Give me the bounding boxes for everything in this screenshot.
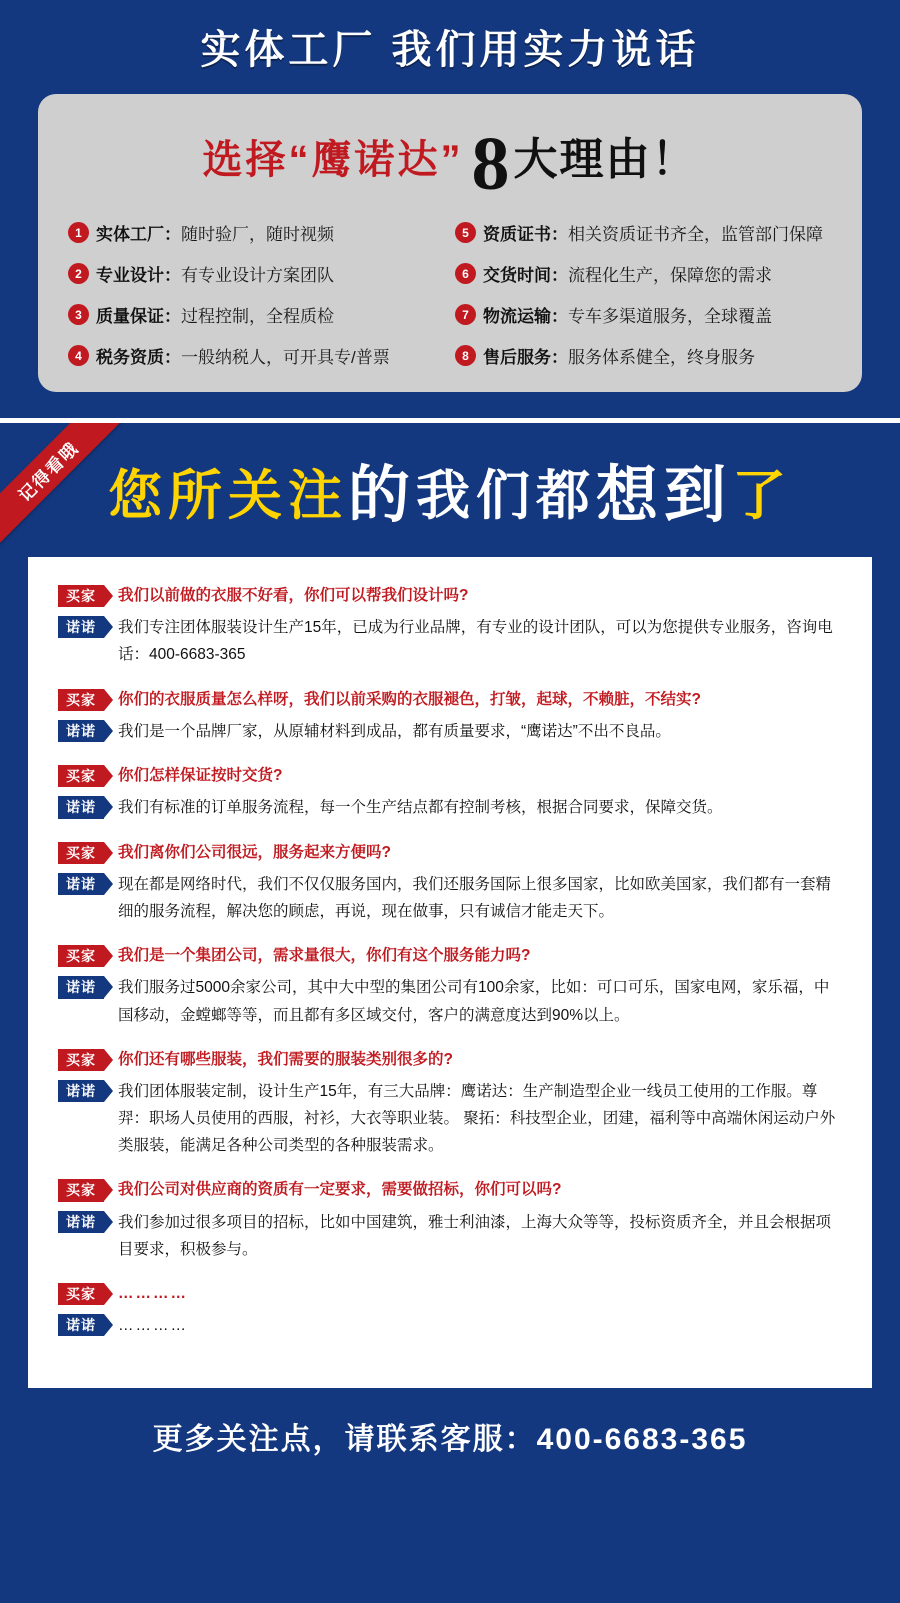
reason-separator: ： <box>551 348 568 367</box>
reason-separator: ： <box>164 225 181 244</box>
reason-separator: ： <box>164 348 181 367</box>
reason-separator: ： <box>551 225 568 244</box>
faq-title-part: 了 <box>732 466 793 526</box>
answer-text: 我们专注团体服装设计生产15年，已成为行业品牌，有专业的设计团队，可以为您提供专业服务，咨询电话：400-6683-365 <box>118 619 833 664</box>
qa-answer-line <box>58 1078 842 1159</box>
question-text: 我们公司对供应商的资质有一定要求，需要做招标，你们可以吗? <box>118 1181 562 1199</box>
qa-answer-line <box>58 718 842 745</box>
answer-text: 我们是一个品牌厂家，从原辅材料到成品，都有质量要求，“鹰诺达”不出不良品。 <box>118 722 671 740</box>
reason-value: 服务体系健全，终身服务 <box>568 348 755 367</box>
answer-text: 现在都是网络时代，我们不仅仅服务国内，我们还服务国际上很多国家，比如欧美国家，我们都有一套精细的服务流程，解决您的顾虑，再说，现在做事，只有诚信才能走天下。 <box>118 875 832 920</box>
headline-black-text: 大理由！ <box>513 135 698 184</box>
question-text: 你们还有哪些服装，我们需要的服装类别很多的? <box>118 1050 453 1068</box>
reason-separator: ： <box>551 266 568 285</box>
question-text: 我们离你们公司很远，服务起来方便吗? <box>118 843 391 861</box>
buyer-tag: 买家 <box>58 945 104 967</box>
reasons-card <box>38 94 862 392</box>
question-text: 我们是一个集团公司，需求量很大，你们有这个服务能力吗? <box>118 947 531 965</box>
reason-number-badge: 4 <box>68 345 89 366</box>
qa-question-line <box>58 943 842 969</box>
buyer-tag: 买家 <box>58 1283 104 1305</box>
qa-block <box>58 763 842 821</box>
reason-value: 过程控制，全程质检 <box>181 307 334 326</box>
qa-answer-line <box>58 1312 842 1339</box>
banner-title: 实体工厂 我们用实力说话 <box>200 28 700 72</box>
reason-item <box>68 302 445 327</box>
seller-tag: 诺诺 <box>58 1080 104 1102</box>
qa-block <box>58 1047 842 1160</box>
reasons-headline <box>68 122 832 220</box>
question-text: 我们以前做的衣服不好看，你们可以帮我们设计吗? <box>118 587 469 604</box>
qa-block <box>58 583 842 669</box>
faq-title-part: 的 <box>347 461 416 530</box>
faq-title-part: 我们都 <box>416 466 596 526</box>
reasons-grid <box>68 220 832 368</box>
reason-separator: ： <box>164 266 181 285</box>
faq-title <box>0 423 900 557</box>
reasons-section <box>0 0 900 418</box>
reason-value: 相关资质证书齐全，监管部门保障 <box>568 225 823 244</box>
reason-key: 实体工厂 <box>96 225 164 244</box>
qa-answer-line <box>58 794 842 821</box>
reason-item <box>68 220 445 245</box>
qa-question-line <box>58 840 842 866</box>
buyer-tag: 买家 <box>58 1049 104 1071</box>
reason-key: 税务资质 <box>96 348 164 367</box>
seller-tag: 诺诺 <box>58 976 104 998</box>
qa-question-line <box>58 763 842 789</box>
buyer-tag: 买家 <box>58 689 104 711</box>
answer-text: 我们参加过很多项目的招标，比如中国建筑，雅士利油漆，上海大众等等，投标资质齐全，并且会根据项目要求，积极参与。 <box>118 1213 832 1258</box>
faq-section <box>0 418 900 1488</box>
reason-value: 专车多渠道服务，全球覆盖 <box>568 307 772 326</box>
faq-title-part: 想到 <box>596 461 733 530</box>
qa-block <box>58 840 842 926</box>
seller-tag: 诺诺 <box>58 616 104 638</box>
reason-value: 有专业设计方案团队 <box>181 266 334 285</box>
reason-item <box>455 261 832 286</box>
seller-tag: 诺诺 <box>58 796 104 818</box>
footer-contact: 更多关注点，请联系客服：400-6683-365 <box>152 1422 748 1456</box>
qa-block <box>58 1281 842 1339</box>
buyer-tag: 买家 <box>58 585 104 607</box>
reason-number-badge: 6 <box>455 263 476 284</box>
reason-number-badge: 8 <box>455 345 476 366</box>
reason-key: 交货时间 <box>483 266 551 285</box>
faq-card <box>28 557 872 1388</box>
reason-key: 质量保证 <box>96 307 164 326</box>
question-text: ………… <box>118 1285 188 1303</box>
answer-text: 我们有标准的订单服务流程，每一个生产结点都有控制考核，根据合同要求，保障交货。 <box>118 799 723 817</box>
reason-number-badge: 7 <box>455 304 476 325</box>
reason-value: 流程化生产，保障您的需求 <box>568 266 772 285</box>
qa-question-line <box>58 1177 842 1203</box>
reason-value: 一般纳税人，可开具专/普票 <box>181 348 390 367</box>
qa-answer-line <box>58 614 842 668</box>
qa-question-line <box>58 1047 842 1073</box>
qa-answer-line <box>58 1209 842 1263</box>
qa-answer-line <box>58 871 842 925</box>
qa-block <box>58 943 842 1029</box>
reason-separator: ： <box>164 307 181 326</box>
seller-tag: 诺诺 <box>58 873 104 895</box>
buyer-tag: 买家 <box>58 765 104 787</box>
reason-item <box>455 220 832 245</box>
reason-item <box>68 343 445 368</box>
reason-separator: ： <box>551 307 568 326</box>
answer-text: 我们服务过5000余家公司，其中大中型的集团公司有100余家，比如：可口可乐，国家电网，家乐福，中国移动，金螳螂等等，而且都有多区域交付，客户的满意度达到90%以上。 <box>118 979 830 1024</box>
faq-title-part: 您所关注 <box>107 466 348 526</box>
seller-tag: 诺诺 <box>58 1211 104 1233</box>
qa-block <box>58 687 842 745</box>
reason-value: 随时验厂，随时视频 <box>181 225 334 244</box>
seller-tag: 诺诺 <box>58 1314 104 1336</box>
corner-ribbon: 记得看哦 <box>0 418 122 545</box>
qa-answer-line <box>58 974 842 1028</box>
reason-item <box>455 302 832 327</box>
answer-text: ………… <box>118 1317 188 1335</box>
answer-text: 我们团体服装定制，设计生产15年，有三大品牌：鹰诺达：生产制造型企业一线员工使用的工作服。尊羿：职场人员使用的西服，衬衫，大衣等职业装。 聚拓：科技型企业，团建，福利等中高端休闲运动户外类服装，能满足各种公司类型的各种服装需求。 <box>118 1083 836 1155</box>
reason-item <box>68 261 445 286</box>
qa-question-line <box>58 1281 842 1307</box>
qa-question-line <box>58 687 842 713</box>
reason-number-badge: 5 <box>455 222 476 243</box>
reason-key: 资质证书 <box>483 225 551 244</box>
buyer-tag: 买家 <box>58 1179 104 1201</box>
reason-key: 售后服务 <box>483 348 551 367</box>
question-text: 你们怎样保证按时交货? <box>118 767 283 785</box>
headline-number: 8 <box>471 122 510 206</box>
qa-question-line <box>58 583 842 609</box>
headline-red-text: 选择“鹰诺达” <box>202 138 464 182</box>
reason-key: 专业设计 <box>96 266 164 285</box>
question-text: 你们的衣服质量怎么样呀，我们以前采购的衣服褪色，打皱，起球，不赖脏，不结实? <box>118 690 701 708</box>
qa-block <box>58 1177 842 1263</box>
reason-number-badge: 2 <box>68 263 89 284</box>
reason-item <box>455 343 832 368</box>
seller-tag: 诺诺 <box>58 720 104 742</box>
reason-key: 物流运输 <box>483 307 551 326</box>
reason-number-badge: 3 <box>68 304 89 325</box>
buyer-tag: 买家 <box>58 842 104 864</box>
reason-number-badge: 1 <box>68 222 89 243</box>
